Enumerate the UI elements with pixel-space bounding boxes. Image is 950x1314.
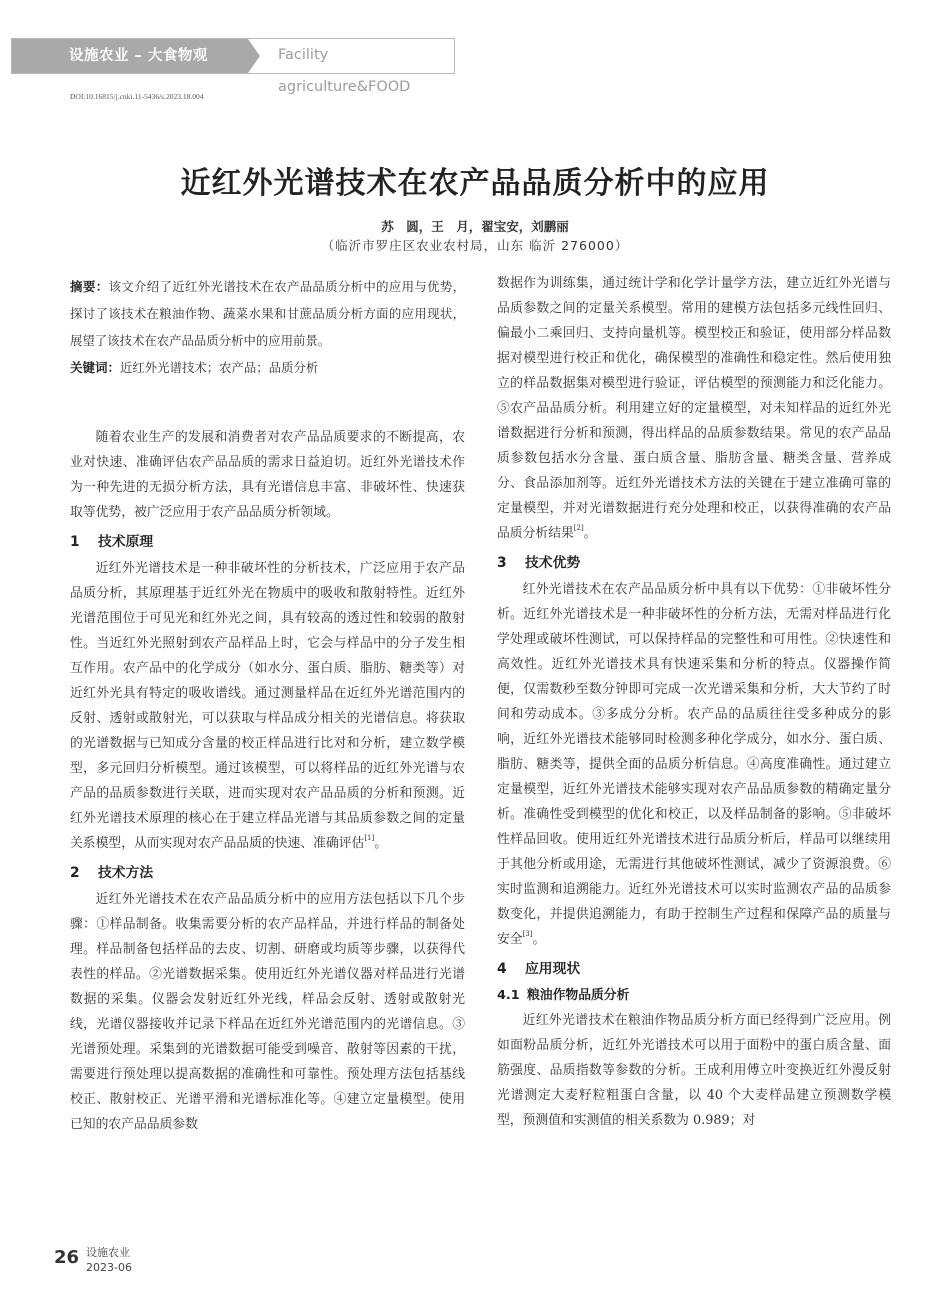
section-1-heading [70, 529, 465, 556]
keywords-label: 关键词： [70, 360, 121, 375]
section-1-title: 技术原理 [98, 534, 154, 550]
keywords [70, 354, 465, 381]
section-4-title: 应用现状 [525, 961, 581, 977]
section-1-ref: [1] [364, 834, 375, 842]
section-4-heading [497, 956, 891, 983]
section-3-number: 3 [497, 555, 507, 571]
section-4-1-paragraph: 近红外光谱技术在粮油作物品质分析方面已经得到广泛应用。例如面粉品质分析，近红外光谱技术可以用于面粉中的蛋白质含量、面筋强度、品质指数等参数的分析。王成利用傅立叶变换近红外漫反射光谱测定大麦籽粒粗蛋白含量，以 40 个大麦样品建立预测数学模型，预测值和实测值的相关系数为 0.989；对 [497, 1013, 891, 1128]
section-header [11, 38, 455, 95]
section-2-title: 技术方法 [98, 865, 154, 881]
journal-info [86, 1245, 132, 1275]
right-column [497, 271, 891, 1133]
section-1-text: 近红外光谱技术是一种非破坏性的分析技术，广泛应用于农产品品质分析，其原理基于近红外光在物质中的吸收和散射特性。近红外光谱范围位于可见光和红外光之间，具有较高的透过性和较弱的散射性。当近红外光照射到农产品样品上时，它会与样品中的分子发生相互作用。农产品中的化学成分（如水分、蛋白质、脂肪、糖类等）对近红外光具有特定的吸收谱线。通过测量样品在近红外光谱范围内的反射、透射或散射光，可以获取与样品成分相关的光谱信息。将获取的光谱数据与已知成分含量的校正样品进行比对和分析，建立数学模型，多元回归分析模型。通过该模型，可以将样品的近红外光谱与农产品的品质参数进行关联，进而实现对农产品品质的分析和预测。近红外光谱技术原理的核心在于建立样品光谱与其品质参数之间的定量关系模型，从而实现对农产品品质的快速、准确评估 [70, 561, 465, 851]
section-2-ref: [2] [573, 524, 584, 532]
header-arrow [248, 39, 260, 73]
section-3-paragraph: 红外光谱技术在农产品品质分析中具有以下优势：①非破坏性分析。近红外光谱技术是一种非破坏性的分析方法，无需对样品进行化学处理或破坏性测试，可以保持样品的完整性和可用性。②快速性和高效性。近红外光谱技术具有快速采集和分析的特点。仪器操作简便，仅需数秒至数分钟即可完成一次光谱采集和分析，大大节约了时间和劳动成本。③多成分分析。农产品的品质往往受多种成分的影响，近红外光谱技术能够同时检测多种化学成分，如水分、蛋白质、脂肪、糖类等，提供全面的品质分析信息。④高度准确性。通过建立定量模型，近红外光谱技术能够实现对农产品品质参数的精确定量分析。准确性受到模型的优化和校正，以及样品制备的影响。⑤非破坏性样品回收。使用近红外光谱技术进行品质分析后，样品可以继续用于其他分析或用途，无需进行其他破坏性测试，减少了资源浪费。⑥实时监测和追溯能力。近红外光谱技术可以实时监测农产品的品质参数变化，并提供追溯能力，有助于控制生产过程和保障产品的质量与安全[3]。 [497, 582, 891, 947]
journal-issue: 2023-06 [86, 1261, 132, 1274]
journal-name: 设施农业 [86, 1246, 130, 1259]
section-4-1-title: 粮油作物品质分析 [527, 988, 630, 1003]
section-2-paragraph-left: 近红外光谱技术在农产品品质分析中的应用方法包括以下几个步骤：①样品制备。收集需要分析的农产品样品，并进行样品的制备处理。样品制备包括样品的去皮、切割、研磨或均质等步骤，以获得代表性的样品。②光谱数据采集。使用近红外光谱仪器对样品进行光谱数据的采集。仪器会发射近红外光线，样品会反射、透射或散射光线，光谱仪器接收并记录下样品在近红外光谱范围内的光谱信息。③光谱预处理。采集到的光谱数据可能受到噪音、散射等因素的干扰，需要进行预处理以提高数据的准确性和可靠性。预处理方法包括基线校正、散射校正、光谱平滑和光谱标准化等。④建立定量模型。使用已知的农产品品质参数 [70, 892, 465, 1132]
abstract [70, 273, 465, 354]
section-2-paragraph-right: 数据作为训练集，通过统计学和化学计量学方法，建立近红外光谱与品质参数之间的定量关系模型。常用的建模方法包括多元线性回归、偏最小二乘回归、支持向量机等。模型校正和验证，使用部分样品数据对模型进行校正和优化，确保模型的准确性和稳定性。然后使用独立的样品数据集对模型进行验证，评估模型的预测能力和泛化能力。⑤农产品品质分析。利用建立好的定量模型，对未知样品的近红外光谱数据进行分析和预测，得出样品的品质参数结果。常见的农产品品质参数包括水分含量、蛋白质含量、脂肪含量、糖类含量、营养成分、食品添加剂等。近红外光谱技术方法的关键在于建立准确可靠的定量模型，并对光谱数据进行充分处理和校正，以获得准确的农产品品质分析结果[2]。 [497, 276, 891, 541]
authors: 苏 圆，王 月，翟宝安，刘鹏丽 [381, 219, 569, 234]
section-4-number: 4 [497, 961, 507, 977]
section-4-1-heading [497, 983, 891, 1008]
left-column [70, 273, 465, 1137]
section-2-text-right: 数据作为训练集，通过统计学和化学计量学方法，建立近红外光谱与品质参数之间的定量关系模型。常用的建模方法包括多元线性回归、偏最小二乘回归、支持向量机等。模型校正和验证，使用部分样品数据对模型进行校正和优化，确保模型的准确性和稳定性。然后使用独立的样品数据集对模型进行验证，评估模型的预测能力和泛化能力。⑤农产品品质分析。利用建立好的定量模型，对未知样品的近红外光谱数据进行分析和预测，得出样品的品质参数结果。常见的农产品品质参数包括水分含量、蛋白质含量、脂肪含量、糖类含量、营养成分、食品添加剂等。近红外光谱技术方法的关键在于建立准确可靠的定量模型，并对光谱数据进行充分处理和校正，以获得准确的农产品品质分析结果 [497, 276, 891, 541]
section-3-text: 红外光谱技术在农产品品质分析中具有以下优势：①非破坏性分析。近红外光谱技术是一种非破坏性的分析方法，无需对样品进行化学处理或破坏性测试，可以保持样品的完整性和可用性。②快速性和高效性。近红外光谱技术具有快速采集和分析的特点。仪器操作简便，仅需数秒至数分钟即可完成一次光谱采集和分析，大大节约了时间和劳动成本。③多成分分析。农产品的品质往往受多种成分的影响，近红外光谱技术能够同时检测多种化学成分，如水分、蛋白质、脂肪、糖类等，提供全面的品质分析信息。④高度准确性。通过建立定量模型，近红外光谱技术能够实现对农产品品质参数的精确定量分析。准确性受到模型的优化和校正，以及样品制备的影响。⑤非破坏性样品回收。使用近红外光谱技术进行品质分析后，样品可以继续用于其他分析或用途，无需进行其他破坏性测试，减少了资源浪费。⑥实时监测和追溯能力。近红外光谱技术可以实时监测农产品的品质参数变化，并提供追溯能力，有助于控制生产过程和保障产品的质量与安全 [497, 582, 891, 947]
page-number: 26 [54, 1247, 80, 1268]
section-3-heading [497, 550, 891, 577]
section-2-heading [70, 860, 465, 887]
section-label-en: Facility agriculture&FOOD [278, 47, 411, 95]
keywords-text: 近红外光谱技术；农产品；品质分析 [120, 360, 319, 375]
section-1-number: 1 [70, 534, 80, 550]
section-3-ref: [3] [522, 930, 533, 938]
section-label-zh: 设施农业 – 大食物观 [12, 39, 248, 73]
intro-paragraph: 随着农业生产的发展和消费者对农产品品质要求的不断提高，农业对快速、准确评估农产品品质的需求日益迫切。近红外光谱技术作为一种先进的无损分析方法，具有光谱信息丰富、非破坏性、快速获取等优势，被广泛应用于农产品品质分析领域。 [70, 430, 465, 520]
section-3-title: 技术优势 [525, 555, 581, 571]
doi: DOI:10.16815/j.cnki.11-5436/s.2023.18.004 [70, 92, 204, 101]
section-1-paragraph: 近红外光谱技术是一种非破坏性的分析技术，广泛应用于农产品品质分析，其原理基于近红外光在物质中的吸收和散射特性。近红外光谱范围位于可见光和红外光之间，具有较高的透过性和较弱的散射性。当近红外光照射到农产品样品上时，它会与样品中的分子发生相互作用。农产品中的化学成分（如水分、蛋白质、脂肪、糖类等）对近红外光具有特定的吸收谱线。通过测量样品在近红外光谱范围内的反射、透射或散射光，可以获取与样品成分相关的光谱信息。将获取的光谱数据与已知成分含量的校正样品进行比对和分析，建立数学模型，多元回归分析模型。通过该模型，可以将样品的近红外光谱与农产品的品质参数进行关联，进而实现对农产品品质的分析和预测。近红外光谱技术原理的核心在于建立样品光谱与其品质参数之间的定量关系模型，从而实现对农产品品质的快速、准确评估[1]。 [70, 561, 465, 851]
section-4-1-number: 4.1 [497, 988, 520, 1003]
abstract-text: 该文介绍了近红外光谱技术在农产品品质分析中的应用与优势，探讨了该技术在粮油作物、蔬菜水果和甘蔗品质分析方面的应用现状，展望了该技术在农产品品质分析中的应用前景。 [70, 279, 465, 348]
section-2-number: 2 [70, 865, 80, 881]
abstract-label: 摘要： [70, 279, 109, 294]
affiliation: （临沂市罗庄区农业农村局，山东 临沂 276000） [321, 238, 629, 253]
article-title: 近红外光谱技术在农产品品质分析中的应用 [180, 166, 770, 201]
